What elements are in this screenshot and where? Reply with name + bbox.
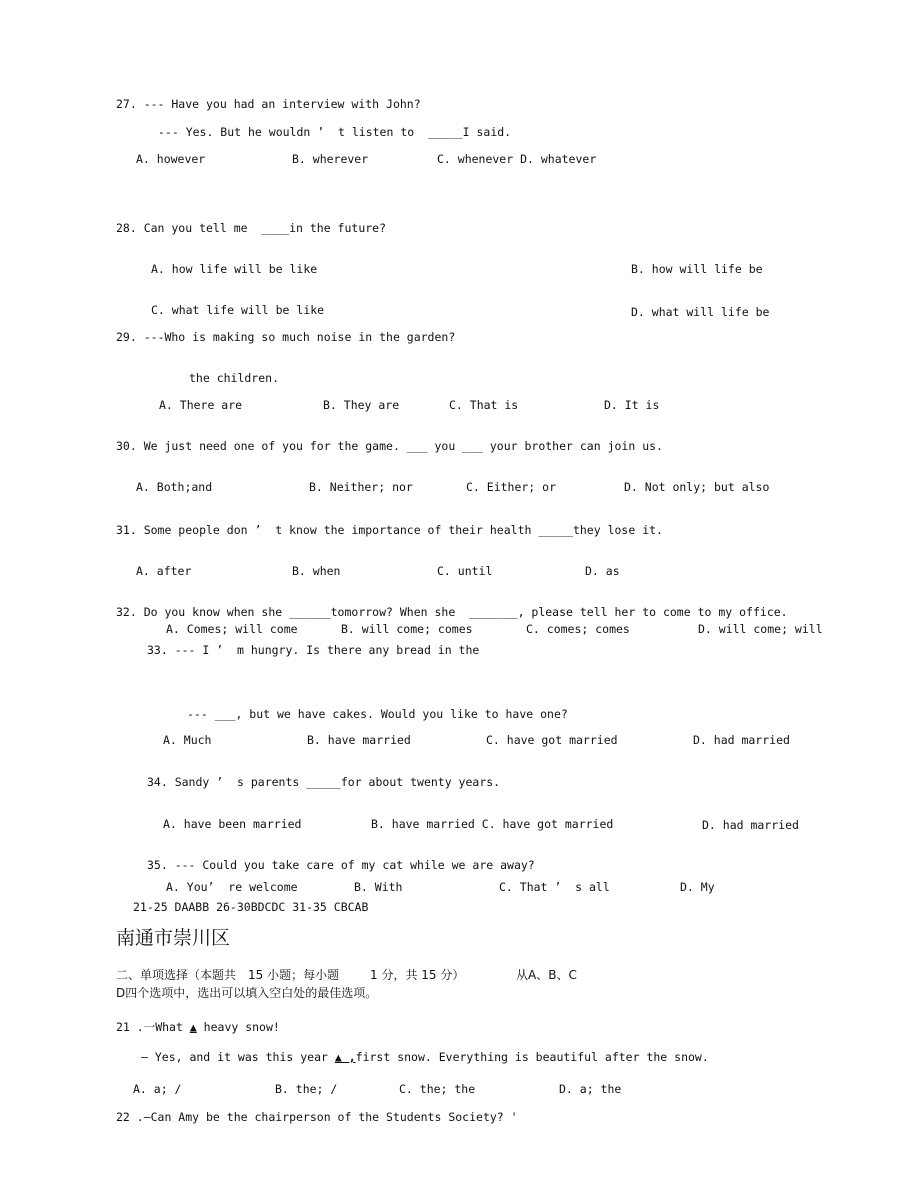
section-instruction-1a: 二、单项选择（本题共 bbox=[116, 968, 237, 982]
q21-option-c: C. the; the bbox=[399, 1082, 476, 1096]
district-heading: 南通市崇川区 bbox=[116, 927, 231, 949]
section-instruction-1d: 从A、B、C bbox=[516, 968, 577, 982]
q33-option-d: D. had married bbox=[693, 733, 790, 747]
q34-option-bc: B. have married C. have got married bbox=[371, 817, 614, 831]
q34-stem: 34. Sandy ’ s parents _____for about twenty years. bbox=[147, 775, 501, 789]
q35-option-b: B. With bbox=[354, 880, 403, 894]
q33-option-c: C. have got married bbox=[486, 733, 618, 747]
q35-option-a: A. You’ re welcome bbox=[166, 880, 298, 894]
q21-option-a: A. a; / bbox=[133, 1082, 182, 1096]
q28-option-d: D. what will life be bbox=[631, 305, 770, 319]
q21-blank-2: ▲ , bbox=[334, 1050, 356, 1064]
q28-option-a: A. how life will be like bbox=[151, 262, 318, 276]
q34-option-a: A. have been married bbox=[163, 817, 302, 831]
q32-stem: 32. Do you know when she ______tomorrow? When she _______, please tell her to come to my office. bbox=[116, 605, 788, 619]
q31-option-c: C. until bbox=[437, 564, 493, 578]
q28-option-b: B. how will life be bbox=[631, 262, 763, 276]
q30-option-d: D. Not only; but also bbox=[624, 480, 770, 494]
section-instruction-1b: 15 小题；每小题 bbox=[248, 968, 340, 982]
q31-stem: 31. Some people don ’ t know the importance of their health _____they lose it. bbox=[116, 523, 663, 537]
q21-stem: 21 .一What ▲ heavy snow! bbox=[116, 1020, 280, 1034]
q33-option-b: B. have married bbox=[307, 733, 411, 747]
q33-option-a: A. Much bbox=[163, 733, 212, 747]
q32-option-c: C. comes; comes bbox=[526, 622, 630, 636]
q35-option-c: C. That ’ s all bbox=[499, 880, 610, 894]
q33-reply: --- ___, but we have cakes. Would you like to have one? bbox=[187, 707, 568, 721]
q33-stem: 33. --- I ’ m hungry. Is there any bread in the bbox=[147, 643, 480, 657]
q28-option-c: C. what life will be like bbox=[151, 303, 325, 317]
section-instruction-2: D四个选项中，选出可以填入空白处的最佳选项。 bbox=[116, 986, 378, 1000]
q29-reply: the children. bbox=[189, 371, 280, 385]
q28-stem: 28. Can you tell me ____in the future? bbox=[116, 221, 387, 235]
q30-stem: 30. We just need one of you for the game. ___ you ___ your brother can join us. bbox=[116, 439, 663, 453]
q29-stem: 29. ---Who is making so much noise in the garden? bbox=[116, 330, 456, 344]
q35-stem: 35. --- Could you take care of my cat while we are away? bbox=[147, 858, 535, 872]
q27-option-cd: C. whenever D. whatever bbox=[437, 152, 597, 166]
q21-blank-1: ▲ bbox=[189, 1020, 197, 1034]
section-instruction-1c: 1 分，共 15 分） bbox=[370, 968, 465, 982]
answer-key: 21-25 DAABB 26-30BDCDC 31-35 CBCAB bbox=[133, 900, 369, 914]
q21-option-b: B. the; / bbox=[275, 1082, 338, 1096]
q32-option-a: A. Comes; will come bbox=[166, 622, 298, 636]
q27-reply: --- Yes. But he wouldn ’ t listen to _____I said. bbox=[158, 125, 512, 139]
q31-option-a: A. after bbox=[136, 564, 192, 578]
q29-option-b: B. They are bbox=[323, 398, 400, 412]
q31-option-b: B. when bbox=[292, 564, 341, 578]
q35-option-d: D. My bbox=[680, 880, 715, 894]
q29-option-c: C. That is bbox=[449, 398, 519, 412]
q22-stem: 22 .—Can Amy be the chairperson of the Students Society? ' bbox=[116, 1110, 518, 1124]
q30-option-b: B. Neither; nor bbox=[309, 480, 413, 494]
q21-reply: — Yes, and it was this year ▲ ,first snow. Everything is beautiful after the snow. bbox=[141, 1050, 709, 1064]
q29-option-a: A. There are bbox=[159, 398, 243, 412]
q27-stem: 27. --- Have you had an interview with John? bbox=[116, 97, 421, 111]
q27-option-a: A. however bbox=[136, 152, 206, 166]
q34-option-d: D. had married bbox=[702, 818, 799, 832]
q32-option-b: B. will come; comes bbox=[341, 622, 473, 636]
q31-option-d: D. as bbox=[585, 564, 620, 578]
q32-option-d: D. will come; will bbox=[698, 622, 823, 636]
q27-option-b: B. wherever bbox=[292, 152, 369, 166]
q30-option-a: A. Both;and bbox=[136, 480, 213, 494]
q29-option-d: D. It is bbox=[604, 398, 660, 412]
q21-option-d: D. a; the bbox=[559, 1082, 622, 1096]
q30-option-c: C. Either; or bbox=[466, 480, 557, 494]
